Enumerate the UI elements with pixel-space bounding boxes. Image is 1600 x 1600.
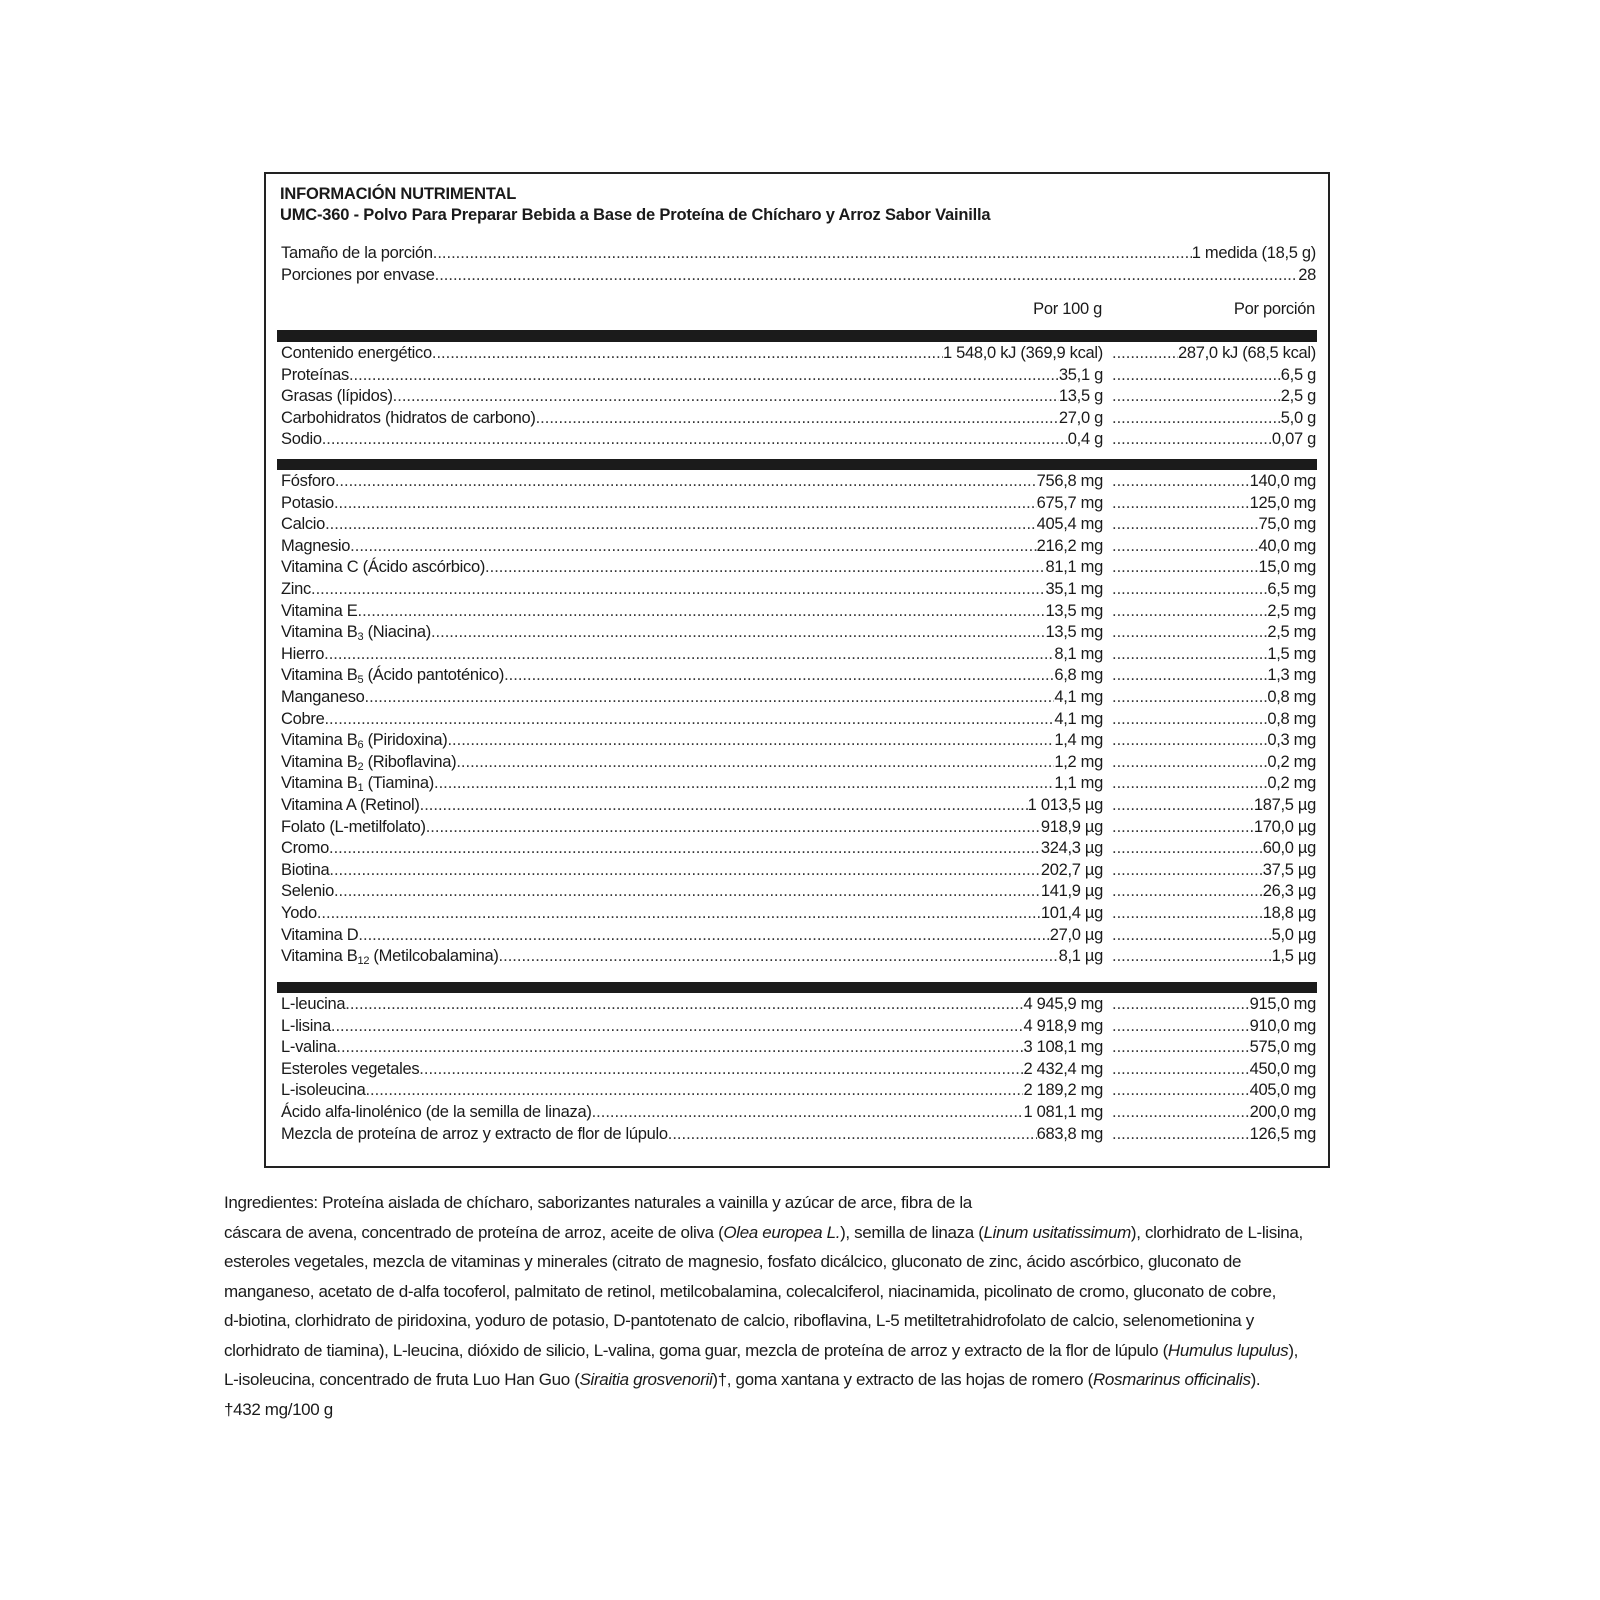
leader-dots — [1112, 407, 1281, 429]
nutrient-label: Ácido alfa-linolénico (de la semilla de linaza) — [281, 1103, 592, 1121]
leader-dots — [434, 772, 1054, 794]
nutrient-label: Manganeso — [281, 688, 365, 706]
leader-dots — [1112, 1015, 1250, 1037]
value-per-serving: 0,2 mg — [1267, 774, 1316, 793]
value-per-serving: 6,5 g — [1280, 365, 1316, 384]
value-per-100g: 13,5 mg — [1045, 601, 1103, 620]
nutrient-label: L-leucina — [281, 995, 346, 1013]
value-per-serving: 125,0 mg — [1249, 493, 1316, 512]
value-per-100g: 6,8 mg — [1054, 666, 1103, 685]
leader-dots — [1112, 492, 1250, 514]
ingredients-text — [224, 1188, 1384, 1424]
nutrient-label: Proteínas — [281, 365, 349, 384]
panel-title: INFORMACIÓN NUTRIMENTAL — [280, 185, 517, 203]
value-per-serving: 405,0 mg — [1249, 1081, 1316, 1100]
leader-dots — [325, 513, 1037, 535]
leader-dots — [432, 342, 943, 364]
value-per-100g: 1,2 mg — [1054, 752, 1103, 771]
value-per-serving: 910,0 mg — [1249, 1016, 1316, 1035]
nutrient-label: L-valina — [281, 1038, 337, 1057]
subscript: 2 — [357, 760, 364, 773]
nutrient-row — [281, 880, 1316, 902]
leader-dots — [336, 1036, 1023, 1058]
value-per-serving: 5,0 µg — [1271, 925, 1316, 944]
leader-dots — [1112, 837, 1263, 859]
leader-dots — [1112, 621, 1267, 643]
nutrient-label: L-lisina — [281, 1016, 331, 1035]
value-per-serving: 287,0 kJ (68,5 kcal) — [1178, 344, 1316, 362]
nutrient-label: Sodio — [281, 430, 322, 449]
value-per-100g: 27,0 µg — [1049, 925, 1103, 944]
value-per-serving: 575,0 mg — [1249, 1038, 1316, 1057]
nutrient-label: Mezcla de proteína de arroz y extracto de flor de lúpulo — [281, 1124, 668, 1143]
ingredients-line: esteroles vegetales, mezcla de vitaminas y minerales (citrato de magnesio, fosfato dicálcico, gluconato de zinc, ácido ascórbico, gluconato de — [224, 1252, 1242, 1271]
value-per-100g: 81,1 mg — [1045, 558, 1103, 577]
nutrient-row — [281, 772, 1316, 795]
nutrient-label: Hierro — [281, 644, 325, 663]
nutrient-label: Vitamina $B_1$ (Tiamina) — [281, 774, 434, 795]
leader-dots — [592, 1101, 1024, 1123]
column-header-per-100g: Por 100 g — [1033, 300, 1102, 318]
nutrient-label: Potasio — [281, 493, 334, 512]
value-per-100g: 35,1 g — [1058, 365, 1103, 384]
leader-dots — [1112, 578, 1267, 600]
value-per-100g: 683,8 mg — [1036, 1124, 1103, 1143]
value-per-100g: 0,4 g — [1067, 430, 1103, 449]
ingredients-line: manganeso, acetato de d-alfa tocoferol, palmitato de retinol, metilcobalamina, colecalciferol, niacinamida, picolinato de cromo, gluconato de cobre, — [224, 1281, 1276, 1301]
value-per-serving: 140,0 mg — [1249, 472, 1316, 490]
column-header-per-serving: Por porción — [1233, 300, 1315, 318]
nutrient-row — [281, 556, 1316, 578]
nutrient-row — [281, 1058, 1316, 1080]
nutrient-label: Carbohidratos (hidratos de carbono) — [281, 408, 536, 427]
value-per-100g: 4 918,9 mg — [1023, 1016, 1103, 1035]
nutrient-row — [281, 643, 1316, 665]
leader-dots — [1112, 342, 1178, 364]
leader-dots — [1112, 556, 1258, 578]
subscript: 3 — [357, 631, 364, 644]
leader-dots — [1112, 708, 1267, 730]
ingredients-line: Ingredientes: Proteína aislada de chícharo, saborizantes naturales a vainilla y azúcar de arce, fibra de la — [224, 1193, 972, 1212]
nutrient-row — [281, 1101, 1316, 1123]
value-per-serving: 37,5 µg — [1262, 860, 1316, 879]
nutrient-label: Cromo — [281, 839, 330, 858]
ingredients-line: clorhidrato de tiamina), L-leucina, dióxido de silicio, L-valina, goma guar, mezcla de proteína de arroz y extracto de la flor de lúpulo (Humulus lupulus), — [224, 1340, 1299, 1360]
value-per-100g: 2 432,4 mg — [1023, 1059, 1103, 1078]
nutrient-row — [281, 492, 1316, 514]
leader-dots — [1112, 924, 1272, 946]
leader-dots — [1112, 816, 1254, 838]
value-per-100g: 4,1 mg — [1054, 688, 1103, 706]
value-per-serving: 60,0 µg — [1262, 839, 1316, 858]
value-per-serving: 15,0 mg — [1258, 558, 1316, 577]
leader-dots — [668, 1123, 1037, 1145]
value-per-serving: 1,5 mg — [1267, 644, 1316, 663]
leader-dots — [419, 1058, 1023, 1080]
nutrient-row — [281, 859, 1316, 881]
nutrient-row — [281, 364, 1316, 386]
leader-dots — [329, 859, 1040, 881]
subscript: 5 — [357, 674, 364, 687]
nutrient-row — [281, 1123, 1316, 1145]
value-per-100g: 4,1 mg — [1054, 709, 1103, 728]
value-per-serving: 6,5 mg — [1267, 580, 1316, 598]
value-per-100g: 8,1 µg — [1058, 947, 1103, 966]
leader-dots — [324, 643, 1054, 665]
leader-dots — [334, 880, 1041, 902]
leader-dots — [420, 794, 1028, 816]
leader-dots — [1112, 859, 1263, 881]
leader-dots — [324, 708, 1054, 730]
nutrient-label: Vitamina E — [281, 601, 358, 620]
leader-dots — [1112, 902, 1263, 924]
value-per-100g: 13,5 mg — [1045, 623, 1103, 642]
servings-per-container-row — [281, 264, 1316, 286]
leader-dots — [311, 578, 1045, 600]
nutrition-facts-panel — [264, 172, 1330, 1168]
leader-dots — [1112, 1101, 1250, 1123]
value-per-serving: 0,8 mg — [1267, 709, 1316, 728]
nutrient-label: Cobre — [281, 709, 325, 728]
section-divider-bar — [277, 982, 1317, 993]
nutrient-row — [281, 600, 1316, 622]
nutrient-label: Yodo — [281, 904, 317, 922]
serving-size-row — [281, 242, 1316, 264]
section-divider-bar — [277, 459, 1317, 470]
value-per-serving: 0,8 mg — [1267, 688, 1316, 706]
value-per-100g: 1,4 mg — [1054, 731, 1103, 750]
nutrient-label: Esteroles vegetales — [281, 1059, 420, 1078]
nutrient-label: L-isoleucina — [281, 1081, 366, 1100]
value-per-serving: 2,5 mg — [1267, 601, 1316, 620]
leader-dots — [358, 600, 1046, 622]
leader-dots — [345, 993, 1023, 1015]
nutrient-row — [281, 708, 1316, 730]
value-per-100g: 8,1 mg — [1054, 644, 1103, 663]
nutrient-row — [281, 686, 1316, 708]
nutrient-label: Contenido energético — [281, 344, 432, 362]
value-per-100g: 918,9 µg — [1040, 817, 1103, 836]
value-per-100g: 2 189,2 mg — [1023, 1081, 1103, 1100]
nutrient-label: Vitamina $B_2$ (Riboflavina) — [281, 752, 457, 773]
value-per-serving: 126,5 mg — [1249, 1124, 1316, 1143]
leader-dots — [1112, 1058, 1250, 1080]
nutrient-row — [281, 342, 1316, 364]
value-per-serving: 450,0 mg — [1249, 1059, 1316, 1078]
nutrient-row — [281, 1079, 1316, 1101]
leader-dots — [1112, 535, 1258, 557]
value-per-100g: 1 548,0 kJ (369,9 kcal) — [942, 344, 1103, 362]
leader-dots — [329, 837, 1041, 859]
nutrient-row — [281, 924, 1316, 946]
section-divider-bar — [277, 330, 1317, 342]
nutrient-row — [281, 1036, 1316, 1058]
serving-size-value: 1 medida (18,5 g) — [1191, 244, 1316, 262]
nutrient-row — [281, 816, 1316, 838]
leader-dots — [1112, 1079, 1250, 1101]
nutrient-label: Vitamina $B_{12}$ (Metilcobalamina) — [281, 947, 499, 968]
ingredients-line: cáscara de avena, concentrado de proteína de arroz, aceite de oliva (Olea europea L.), semilla de linaza (Linum usitatissimum), clorhidrato de L-lisina, — [224, 1222, 1303, 1242]
leader-dots — [504, 664, 1054, 686]
nutrient-label: Vitamina $B_3$ (Niacina) — [281, 623, 431, 644]
leader-dots — [1112, 880, 1263, 902]
nutrient-label: Fósforo — [281, 472, 335, 490]
nutrient-label: Grasas (lípidos) — [281, 387, 393, 406]
leader-dots — [1112, 794, 1254, 816]
nutrient-label: Biotina — [281, 860, 330, 879]
value-per-100g: 675,7 mg — [1036, 493, 1103, 512]
nutrient-row — [281, 470, 1316, 492]
leader-dots — [1112, 1036, 1250, 1058]
leader-dots — [435, 264, 1299, 286]
value-per-100g: 756,8 mg — [1036, 472, 1103, 490]
leader-dots — [1112, 686, 1267, 708]
nutrient-row — [281, 428, 1316, 450]
leader-dots — [1112, 945, 1272, 967]
leader-dots — [433, 242, 1192, 264]
leader-dots — [350, 535, 1036, 557]
leader-dots — [485, 556, 1045, 578]
nutrient-label: Zinc — [281, 580, 311, 598]
value-per-100g: 4 945,9 mg — [1023, 995, 1103, 1013]
leader-dots — [349, 364, 1059, 386]
value-per-100g: 1 081,1 mg — [1023, 1103, 1103, 1121]
leader-dots — [322, 428, 1068, 450]
nutrient-label: Calcio — [281, 515, 326, 534]
value-per-100g: 27,0 g — [1058, 408, 1103, 427]
value-per-100g: 405,4 mg — [1036, 515, 1103, 534]
nutrient-row — [281, 837, 1316, 859]
value-per-serving: 0,07 g — [1271, 430, 1316, 449]
leader-dots — [426, 816, 1041, 838]
nutrient-label: Vitamina C (Ácido ascórbico) — [281, 558, 486, 577]
value-per-100g: 3 108,1 mg — [1023, 1038, 1103, 1057]
leader-dots — [1112, 1123, 1250, 1145]
nutrient-label: Vitamina $B_5$ (Ácido pantoténico) — [281, 666, 505, 687]
leader-dots — [331, 1015, 1024, 1037]
value-per-serving: 75,0 mg — [1258, 515, 1316, 534]
leader-dots — [536, 407, 1059, 429]
nutrient-label: Vitamina $B_6$ (Piridoxina) — [281, 731, 448, 752]
leader-dots — [334, 492, 1037, 514]
subscript: 12 — [357, 955, 370, 968]
leader-dots — [1112, 470, 1250, 492]
leader-dots — [365, 686, 1055, 708]
leader-dots — [1112, 428, 1272, 450]
value-per-serving: 2,5 g — [1280, 387, 1316, 406]
leader-dots — [393, 385, 1059, 407]
leader-dots — [1112, 513, 1258, 535]
nutrient-row — [281, 621, 1316, 644]
value-per-serving: 26,3 µg — [1262, 882, 1316, 901]
nutrient-row — [281, 535, 1316, 557]
nutrient-label: Vitamina A (Retinol) — [281, 796, 420, 814]
nutrient-row — [281, 902, 1316, 924]
servings-per-container-label: Porciones por envase — [281, 266, 435, 284]
nutrient-label: Magnesio — [281, 536, 351, 555]
value-per-serving: 187,5 µg — [1253, 796, 1316, 814]
ingredients-line: †432 mg/100 g — [224, 1399, 333, 1419]
value-per-serving: 0,2 mg — [1267, 752, 1316, 771]
ingredients-line: L-isoleucina, concentrado de fruta Luo Han Guo (Siraitia grosvenorii)†, goma xantana y extracto de las hojas de romero (Rosmarinus officinalis). — [224, 1370, 1261, 1389]
panel-subtitle: UMC-360 - Polvo Para Preparar Bebida a Base de Proteína de Chícharo y Arroz Sabor Vainilla — [280, 206, 991, 224]
nutrient-row — [281, 385, 1316, 407]
leader-dots — [1112, 751, 1267, 773]
value-per-serving: 1,3 mg — [1267, 666, 1316, 685]
nutrient-row — [281, 794, 1316, 816]
value-per-serving: 915,0 mg — [1249, 995, 1316, 1013]
leader-dots — [1112, 364, 1281, 386]
value-per-serving: 5,0 g — [1280, 408, 1316, 427]
subscript: 6 — [357, 739, 364, 752]
subscript: 1 — [357, 782, 364, 795]
value-per-100g: 35,1 mg — [1045, 580, 1103, 598]
value-per-serving: 170,0 µg — [1253, 817, 1316, 836]
leader-dots — [456, 751, 1054, 773]
leader-dots — [499, 945, 1059, 967]
value-per-100g: 101,4 µg — [1040, 904, 1103, 922]
value-per-100g: 1 013,5 µg — [1027, 796, 1103, 814]
value-per-serving: 0,3 mg — [1267, 731, 1316, 750]
leader-dots — [1112, 385, 1281, 407]
leader-dots — [317, 902, 1041, 924]
leader-dots — [447, 729, 1054, 751]
nutrient-row — [281, 1015, 1316, 1037]
leader-dots — [365, 1079, 1023, 1101]
leader-dots — [1112, 600, 1267, 622]
value-per-serving: 40,0 mg — [1258, 536, 1316, 555]
leader-dots — [431, 621, 1046, 643]
value-per-100g: 324,3 µg — [1040, 839, 1103, 858]
nutrient-row — [281, 407, 1316, 429]
serving-size-label: Tamaño de la porción — [281, 244, 433, 262]
nutrient-row — [281, 664, 1316, 687]
value-per-serving: 200,0 mg — [1249, 1103, 1316, 1121]
leader-dots — [1112, 772, 1267, 794]
leader-dots — [1112, 664, 1267, 686]
nutrient-label: Folato (L-metilfolato) — [281, 817, 426, 836]
value-per-serving: 1,5 µg — [1271, 947, 1316, 966]
ingredients-line: d-biotina, clorhidrato de piridoxina, yoduro de potasio, D-pantotenato de calcio, riboflavina, L-5 metiltetrahidrofolato de calcio, selenometionina y — [224, 1311, 1254, 1330]
value-per-serving: 18,8 µg — [1262, 904, 1316, 922]
value-per-100g: 141,9 µg — [1040, 882, 1103, 901]
value-per-100g: 202,7 µg — [1040, 860, 1103, 879]
leader-dots — [1112, 993, 1250, 1015]
value-per-100g: 216,2 mg — [1036, 536, 1103, 555]
nutrient-row — [281, 993, 1316, 1015]
nutrient-label: Vitamina D — [281, 925, 359, 944]
value-per-serving: 2,5 mg — [1267, 623, 1316, 642]
servings-per-container-value: 28 — [1298, 266, 1316, 284]
value-per-100g: 13,5 g — [1058, 387, 1103, 406]
nutrient-row — [281, 578, 1316, 600]
nutrient-row — [281, 513, 1316, 535]
leader-dots — [358, 924, 1049, 946]
leader-dots — [335, 470, 1037, 492]
nutrient-row — [281, 945, 1316, 968]
nutrient-row — [281, 751, 1316, 773]
nutrient-label: Selenio — [281, 882, 334, 901]
leader-dots — [1112, 729, 1267, 751]
leader-dots — [1112, 643, 1267, 665]
value-per-100g: 1,1 mg — [1054, 774, 1103, 793]
nutrient-row — [281, 729, 1316, 752]
